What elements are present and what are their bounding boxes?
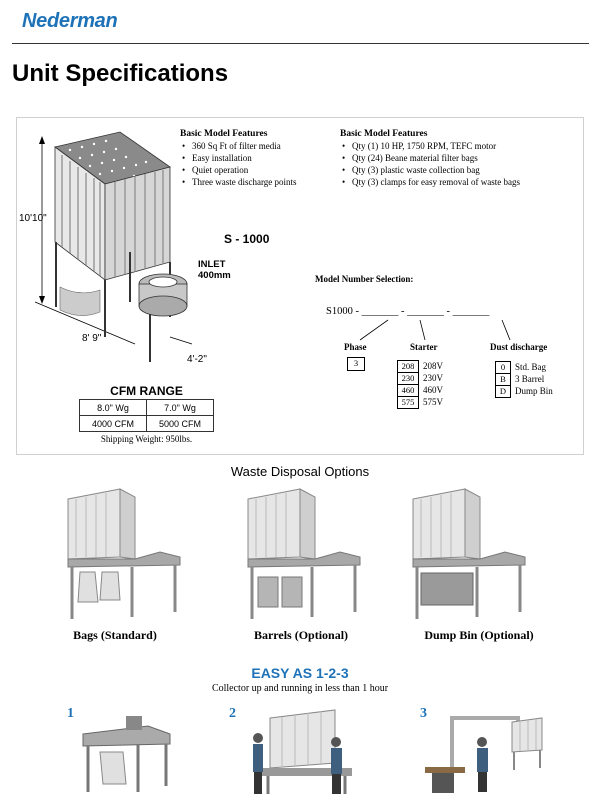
cfm-cell: 4000 CFM bbox=[80, 416, 147, 432]
selection-connectors bbox=[340, 318, 530, 344]
easy-title: EASY AS 1-2-3 bbox=[251, 665, 349, 681]
inlet-label: INLET bbox=[198, 259, 226, 270]
features-right-list bbox=[340, 140, 570, 188]
dust-options bbox=[495, 357, 553, 396]
dust-option bbox=[495, 357, 553, 372]
dimension-height: 10'10" bbox=[19, 213, 47, 224]
features-right bbox=[340, 129, 570, 188]
inlet-size: 400mm bbox=[198, 270, 231, 281]
dust-text: Std. Bag bbox=[515, 362, 547, 372]
model-name: S - 1000 bbox=[224, 232, 270, 246]
list-item: • Qty (24) Beane material filter bags bbox=[340, 152, 570, 164]
dump-bin-illustration bbox=[405, 487, 530, 622]
waste-option-dump-bin: Dump Bin (Optional) bbox=[424, 628, 534, 642]
step-2-illustration bbox=[240, 708, 370, 796]
starter-code: 230 bbox=[397, 372, 419, 385]
step-1-illustration bbox=[78, 714, 178, 794]
dust-code: B bbox=[495, 373, 511, 386]
starter-label: Starter bbox=[410, 342, 438, 352]
starter-text: 230V bbox=[423, 373, 443, 383]
waste-option-barrels: Barrels (Optional) bbox=[253, 628, 349, 642]
starter-code: 460 bbox=[397, 384, 419, 397]
list-item: • 360 Sq Ft of filter media bbox=[180, 140, 330, 152]
starter-text: 575V bbox=[423, 397, 443, 407]
waste-option-bags: Bags (Standard) bbox=[73, 628, 157, 642]
cfm-cell: 7.0" Wg bbox=[147, 400, 214, 416]
table-row bbox=[80, 400, 214, 416]
table-row bbox=[80, 416, 214, 432]
features-left-list bbox=[180, 140, 330, 188]
list-item: • Qty (3) clamps for easy removal of waste bags bbox=[340, 176, 570, 188]
bags-illustration bbox=[60, 487, 185, 622]
starter-text: 208V bbox=[423, 361, 443, 371]
model-code: S1000 - _______ - _______ - _______ bbox=[326, 306, 490, 317]
list-item: • Qty (3) plastic waste collection bag bbox=[340, 164, 570, 176]
shipping-weight: Shipping Weight: 950lbs. bbox=[100, 434, 193, 444]
dust-label: Dust discharge bbox=[490, 342, 548, 352]
cfm-cell: 8.0" Wg bbox=[80, 400, 147, 416]
starter-options bbox=[397, 356, 443, 407]
dust-option bbox=[495, 381, 553, 396]
phase-option: 3 bbox=[347, 357, 365, 371]
dust-code: 0 bbox=[495, 361, 511, 374]
list-item: • Qty (1) 10 HP, 1750 RPM, TEFC motor bbox=[340, 140, 570, 152]
cfm-table bbox=[79, 399, 214, 432]
page-title: Unit Specifications bbox=[12, 60, 229, 87]
starter-code: 208 bbox=[397, 360, 419, 373]
step-2-number: 2 bbox=[229, 706, 236, 721]
starter-option bbox=[397, 380, 443, 395]
dimension-depth: 4'-2" bbox=[187, 354, 207, 365]
model-selection-heading: Model Number Selection: bbox=[315, 274, 414, 284]
features-left-heading: Basic Model Features bbox=[180, 129, 268, 139]
dimension-length: 8' 9" bbox=[82, 333, 102, 344]
step-3-illustration bbox=[420, 712, 550, 796]
cfm-cell: 5000 CFM bbox=[147, 416, 214, 432]
features-left bbox=[180, 129, 330, 188]
waste-title: Waste Disposal Options bbox=[230, 464, 370, 479]
step-3-number: 3 bbox=[420, 706, 427, 721]
dust-option bbox=[495, 369, 553, 384]
dust-code: D bbox=[495, 385, 511, 398]
header-divider bbox=[12, 43, 589, 44]
starter-option bbox=[397, 368, 443, 383]
starter-code: 575 bbox=[397, 396, 419, 409]
starter-text: 460V bbox=[423, 385, 443, 395]
list-item: • Easy installation bbox=[180, 152, 330, 164]
starter-option bbox=[397, 392, 443, 407]
brand-logo: Nederman bbox=[22, 10, 118, 32]
list-item: • Three waste discharge points bbox=[180, 176, 330, 188]
cfm-title: CFM RANGE bbox=[110, 384, 183, 398]
dust-text: Dump Bin bbox=[515, 386, 553, 396]
dust-text: 3 Barrel bbox=[515, 374, 545, 384]
list-item: • Quiet operation bbox=[180, 164, 330, 176]
barrels-illustration bbox=[240, 487, 365, 622]
phase-label: Phase bbox=[344, 342, 367, 352]
step-1-number: 1 bbox=[67, 706, 74, 721]
starter-option bbox=[397, 356, 443, 371]
easy-subtitle: Collector up and running in less than 1 hour bbox=[211, 683, 389, 694]
features-right-heading: Basic Model Features bbox=[340, 129, 428, 139]
